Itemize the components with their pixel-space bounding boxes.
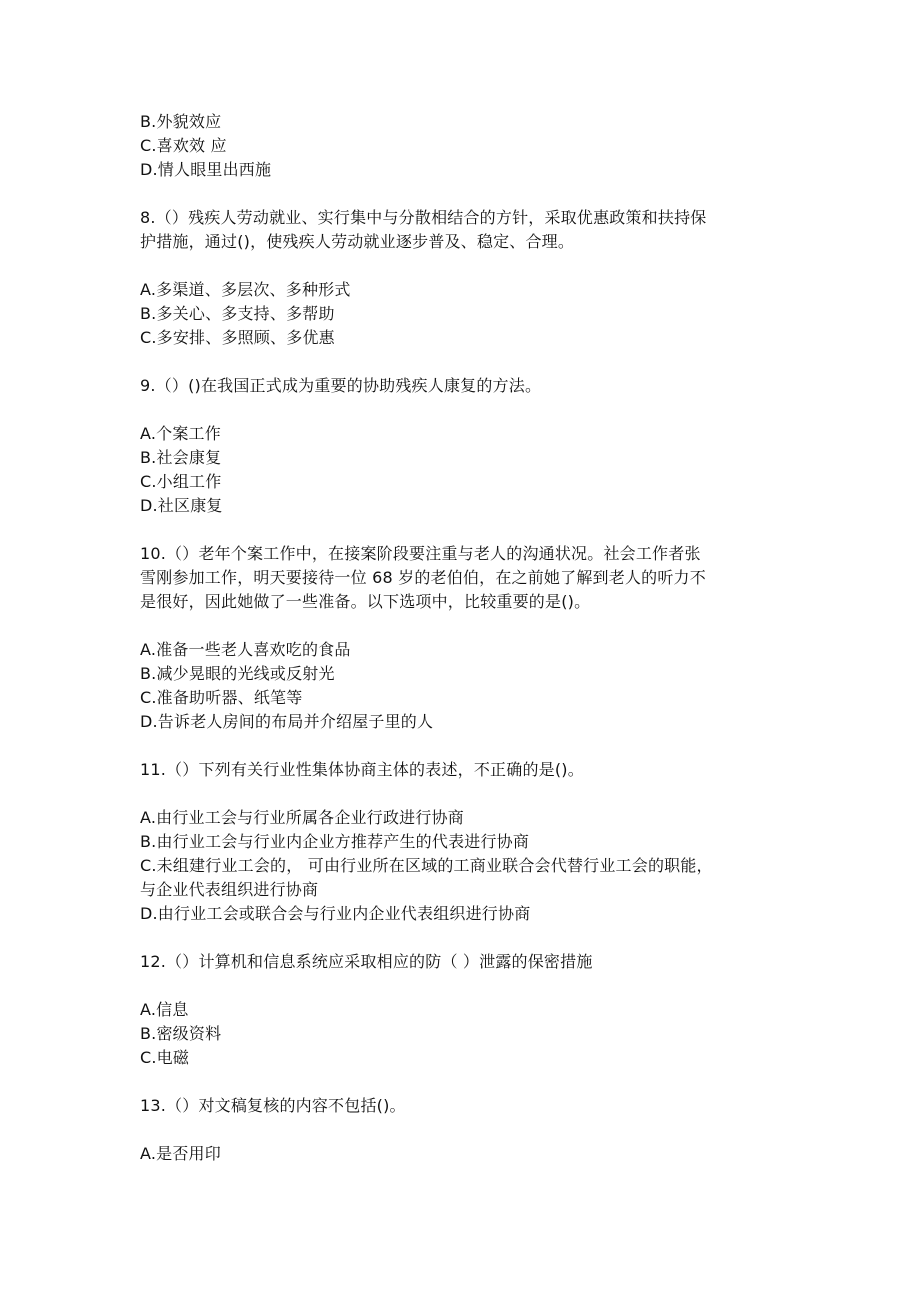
question-text: 12.（）计算机和信息系统应采取相应的防（ ）泄露的保密措施 — [140, 952, 593, 971]
option-b: B.外貌效应 — [140, 112, 222, 131]
option-a: A.个案工作 — [140, 424, 221, 443]
question-text: 10.（）老年个案工作中，在接案阶段要注重与老人的沟通状况。社会工作者张 — [140, 544, 701, 563]
question-9 — [140, 374, 920, 518]
option-b: B.密级资料 — [140, 1024, 222, 1043]
option-b: B.多关心、多支持、多帮助 — [140, 304, 335, 323]
question-text: 9.（）()在我国正式成为重要的协助残疾人康复的方法。 — [140, 376, 542, 395]
question-text: 护措施，通过()，使残疾人劳动就业逐步普及、稳定、合理。 — [140, 232, 575, 251]
question-text: 是很好，因此她做了一些准备。以下选项中，比较重要的是()。 — [140, 592, 591, 611]
question-13 — [140, 1094, 920, 1166]
leading-options — [140, 110, 920, 182]
option-d: D.社区康复 — [140, 496, 223, 515]
option-b: B.由行业工会与行业内企业方推荐产生的代表进行协商 — [140, 832, 530, 851]
option-a: A.多渠道、多层次、多种形式 — [140, 280, 351, 299]
question-11 — [140, 758, 920, 926]
option-a: A.由行业工会与行业所属各企业行政进行协商 — [140, 808, 464, 827]
option-a: A.是否用印 — [140, 1144, 221, 1163]
option-a: A.信息 — [140, 1000, 189, 1019]
option-c: C.小组工作 — [140, 472, 222, 491]
option-c: C.多安排、多照顾、多优惠 — [140, 328, 335, 347]
question-text: 雪刚参加工作，明天要接待一位 68 岁的老伯伯，在之前她了解到老人的听力不 — [140, 568, 706, 587]
option-c-continued: 与企业代表组织进行协商 — [140, 880, 319, 899]
option-d: D.由行业工会或联合会与行业内企业代表组织进行协商 — [140, 904, 531, 923]
option-c: C.喜欢效 应 — [140, 136, 227, 155]
question-10 — [140, 542, 920, 734]
option-b: B.减少晃眼的光线或反射光 — [140, 664, 335, 683]
question-text: 13.（）对文稿复核的内容不包括()。 — [140, 1096, 406, 1115]
option-c: C.未组建行业工会的， 可由行业所在区域的工商业联合会代替行业工会的职能， — [140, 856, 713, 875]
option-a: A.准备一些老人喜欢吃的食品 — [140, 640, 351, 659]
question-12 — [140, 950, 920, 1070]
question-8 — [140, 206, 920, 350]
question-text: 8.（）残疾人劳动就业、实行集中与分散相结合的方针，采取优惠政策和扶持保 — [140, 208, 707, 227]
option-c: C.准备助听器、纸笔等 — [140, 688, 303, 707]
option-d: D.告诉老人房间的布局并介绍屋子里的人 — [140, 712, 434, 731]
option-b: B.社会康复 — [140, 448, 222, 467]
option-c: C.电磁 — [140, 1048, 190, 1067]
question-text: 11.（）下列有关行业性集体协商主体的表述，不正确的是()。 — [140, 760, 584, 779]
option-d: D.情人眼里出西施 — [140, 160, 272, 179]
